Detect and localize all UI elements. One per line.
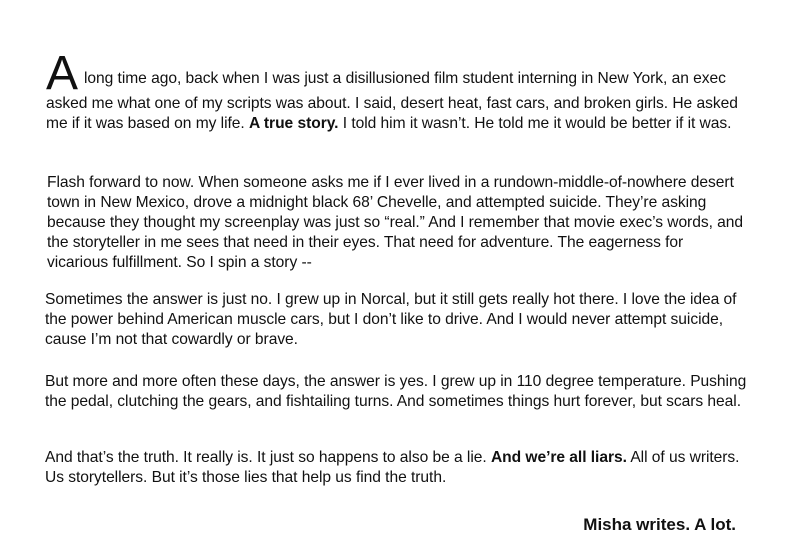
paragraph-truth-text-a: And that’s the truth. It really is. It just so happens to also be a lie.: [45, 449, 487, 466]
paragraph-truth: [45, 448, 750, 488]
drop-cap: A: [46, 47, 78, 100]
paragraph-truth-text-b: All of us writers. Us storytellers. But it’s those lies that help us find the truth.: [45, 449, 740, 486]
paragraph-sometimes-no: Sometimes the answer is just no. I grew up in Norcal, but it still gets really hot there. I love the idea of the power behind American muscle cars, but I don’t like to drive. And I would never attempt suicide, cause I’m not that cowardly or brave.: [45, 291, 737, 348]
signature-line: Misha writes. A lot.: [583, 515, 736, 534]
paragraph-truth-bold: And we’re all liars.: [490, 449, 627, 466]
paragraph-intro: [46, 47, 751, 134]
paragraph-answer-yes: But more and more often these days, the answer is yes. I grew up in 110 degree temperature. Pushing the pedal, clutching the gears, and fishtailing turns. And sometimes things hurt forever, but scars heal.: [45, 373, 747, 410]
paragraph-intro-text-a: long time ago, back when I was just a disillusioned film student interning in New York, an exec asked me what one of my scripts was about. I said, desert heat, fast cars, and broken girls. He asked me if it was based on my life.: [46, 70, 738, 132]
paragraph-intro-bold: A true story.: [249, 115, 339, 132]
paragraph-flash-forward: Flash forward to now. When someone asks me if I ever lived in a rundown-middle-of-nowhere desert town in New Mexico, drove a midnight black 68’ Chevelle, and attempted suicide. They’re asking because they thought my screenplay was just so “real.” And I remember that movie exec’s words, and the storyteller in me sees that need in their eyes. That need for adventure. The eagerness for vicarious fulfillment. So I spin a story --: [47, 174, 744, 271]
paragraph-intro-text-b: I told him it wasn’t. He told me it would be better if it was.: [342, 115, 732, 132]
